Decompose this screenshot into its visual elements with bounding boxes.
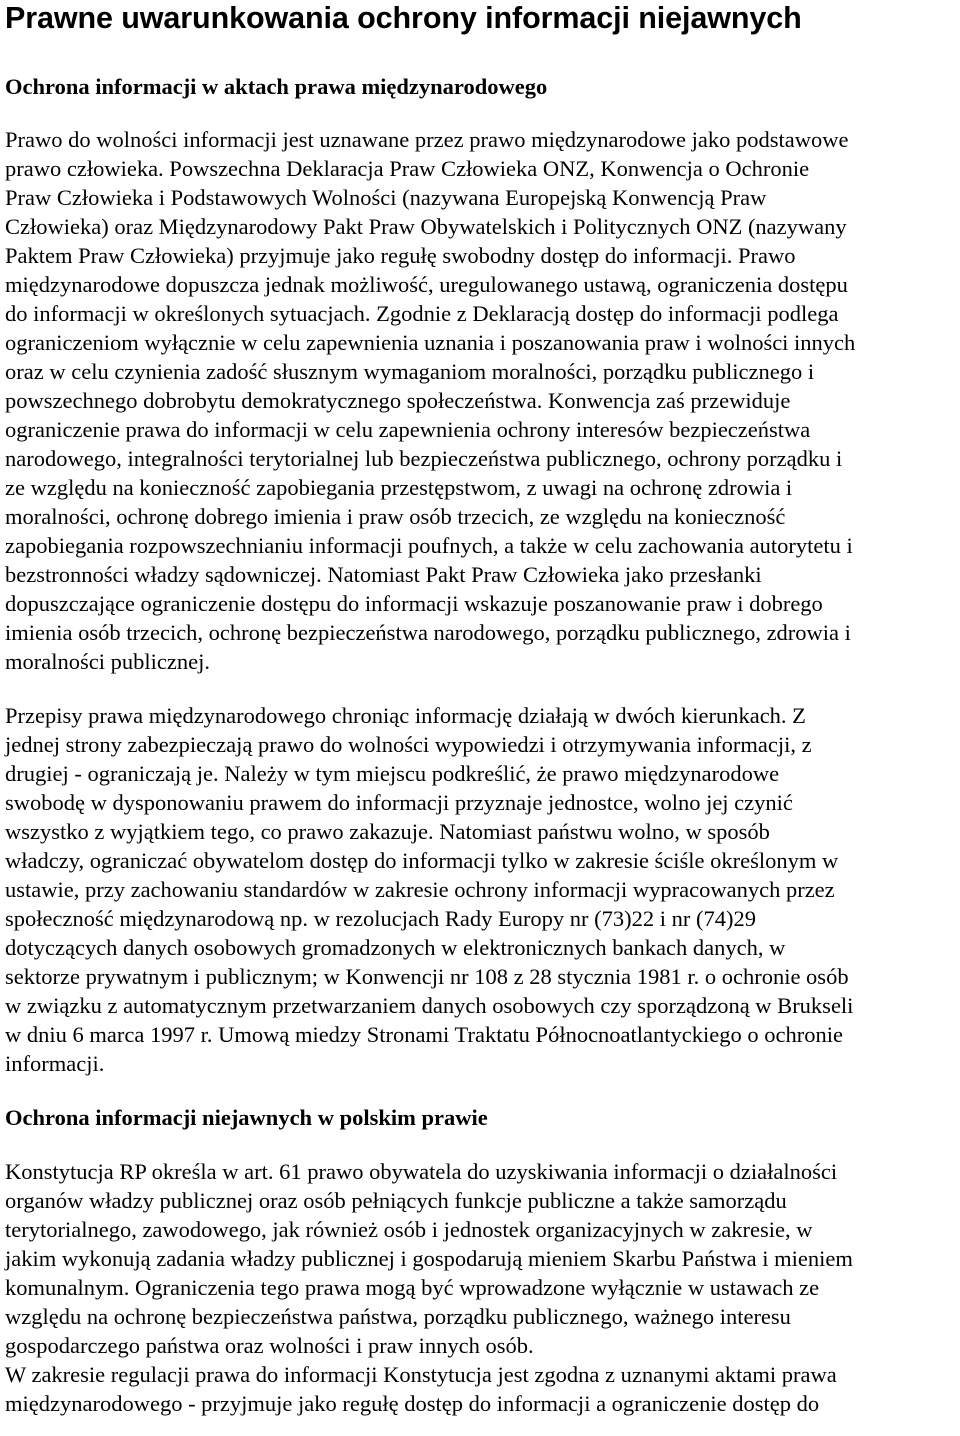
paragraph (5, 1157, 957, 1360)
text-line: sektorze prywatnym i publicznym; w Konwencji nr 108 z 28 stycznia 1981 r. o ochronie osób (5, 964, 849, 989)
section-heading-polish-law: Ochrona informacji niejawnych w polskim prawie (5, 1105, 488, 1130)
text-line: dopuszczające ograniczenie dostępu do informacji wskazuje poszanowanie praw i dobrego (5, 591, 823, 616)
section-heading-international-law: Ochrona informacji w aktach prawa międzynarodowego (5, 74, 548, 99)
text-line: społeczność międzynarodową np. w rezolucjach Rady Europy nr (73)22 i nr (74)29 (5, 906, 757, 931)
document-page (5, 0, 957, 1418)
text-line: względu na ochronę bezpieczeństwa państwa, porządku publicznego, ważnego interesu (5, 1304, 791, 1329)
text-line: ustawie, przy zachowaniu standardów w zakresie ochrony informacji wypracowanych przez (5, 877, 835, 902)
document-title: Prawne uwarunkowania ochrony informacji niejawnych (5, 1, 802, 35)
text-line: Człowieka) oraz Międzynarodowy Pakt Praw Obywatelskich i Politycznych ONZ (nazywany (5, 214, 847, 239)
text-line: W zakresie regulacji prawa do informacji Konstytucja jest zgodna z uznanymi aktami prawa (5, 1362, 837, 1387)
text-line: organów władzy publicznej oraz osób pełniących funkcje publiczne a także samorządu (5, 1188, 787, 1213)
text-line: Przepisy prawa międzynarodowego chroniąc informację działają w dwóch kierunkach. Z (5, 703, 806, 728)
text-line: drugiej - ograniczają je. Należy w tym miejscu podkreślić, że prawo międzynarodowe (5, 761, 780, 786)
text-line: informacji. (5, 1051, 105, 1076)
text-line: terytorialnego, zawodowego, jak również osób i jednostek organizacyjnych w zakresie, w (5, 1217, 813, 1242)
text-line: władczy, ograniczać obywatelom dostęp do informacji tylko w zakresie ściśle określonym w (5, 848, 839, 873)
text-line: ograniczeniom wyłącznie w celu zapewnienia uznania i poszanowania praw i wolności innych (5, 330, 856, 355)
text-line: prawo człowieka. Powszechna Deklaracja Praw Człowieka ONZ, Konwencja o Ochronie (5, 156, 810, 181)
text-line: w dniu 6 marca 1997 r. Umową miedzy Stronami Traktatu Północnoatlantyckiego o ochronie (5, 1022, 843, 1047)
text-line: jakim wykonują zadania władzy publicznej i gospodarują mieniem Skarbu Państwa i mieniem (5, 1246, 853, 1271)
text-line: powszechnego dobrobytu demokratycznego społeczeństwa. Konwencja zaś przewiduje (5, 388, 791, 413)
paragraph (5, 125, 957, 676)
text-line: do informacji w określonych sytuacjach. Zgodnie z Deklaracją dostęp do informacji podlega (5, 301, 839, 326)
text-line: zapobiegania rozpowszechnianiu informacji poufnych, a także w celu zachowania autorytetu i (5, 533, 853, 558)
text-line: bezstronności władzy sądowniczej. Natomiast Pakt Praw Człowieka jako przesłanki (5, 562, 762, 587)
paragraph (5, 701, 957, 1078)
text-line: wszystko z wyjątkiem tego, co prawo zakazuje. Natomiast państwu wolno, w sposób (5, 819, 770, 844)
text-line: ograniczenie prawa do informacji w celu zapewnienia ochrony interesów bezpieczeństwa (5, 417, 811, 442)
text-line: Praw Człowieka i Podstawowych Wolności (nazywana Europejską Konwencją Praw (5, 185, 767, 210)
text-line: międzynarodowego - przyjmuje jako regułę dostęp do informacji a ograniczenie dostęp do (5, 1391, 820, 1416)
text-line: narodowego, integralności terytorialnej lub bezpieczeństwa publicznego, ochrony porządku i (5, 446, 843, 471)
text-line: oraz w celu czynienia zadość słusznym wymaganiom moralności, porządku publicznego i (5, 359, 815, 384)
text-line: jednej strony zabezpieczają prawo do wolności wypowiedzi i otrzymywania informacji, z (5, 732, 812, 757)
text-line: komunalnym. Ograniczenia tego prawa mogą być wprowadzone wyłącznie w ustawach ze (5, 1275, 820, 1300)
text-line: imienia osób trzecich, ochronę bezpieczeństwa narodowego, porządku publicznego, zdrowia i (5, 620, 851, 645)
text-line: moralności, ochronę dobrego imienia i praw osób trzecich, ze względu na konieczność (5, 504, 786, 529)
text-line: Konstytucja RP określa w art. 61 prawo obywatela do uzyskiwania informacji o działalności (5, 1159, 838, 1184)
text-line: Paktem Praw Człowieka) przyjmuje jako regułę swobodny dostęp do informacji. Prawo (5, 243, 796, 268)
text-line: międzynarodowe dopuszcza jednak możliwość, uregulowanego ustawą, ograniczenia dostępu (5, 272, 848, 297)
paragraph (5, 1360, 957, 1418)
text-line: swobodę w dysponowaniu prawem do informacji przyznaje jednostce, wolno jej czynić (5, 790, 793, 815)
text-line: Prawo do wolności informacji jest uznawane przez prawo międzynarodowe jako podstawowe (5, 127, 849, 152)
text-line: gospodarczego państwa oraz wolności i praw innych osób. (5, 1333, 534, 1358)
text-line: w związku z automatycznym przetwarzaniem danych osobowych czy sporządzoną w Brukseli (5, 993, 854, 1018)
text-line: ze względu na konieczność zapobiegania przestępstwom, z uwagi na ochronę zdrowia i (5, 475, 793, 500)
text-line: dotyczących danych osobowych gromadzonych w elektronicznych bankach danych, w (5, 935, 786, 960)
text-line: moralności publicznej. (5, 649, 210, 674)
